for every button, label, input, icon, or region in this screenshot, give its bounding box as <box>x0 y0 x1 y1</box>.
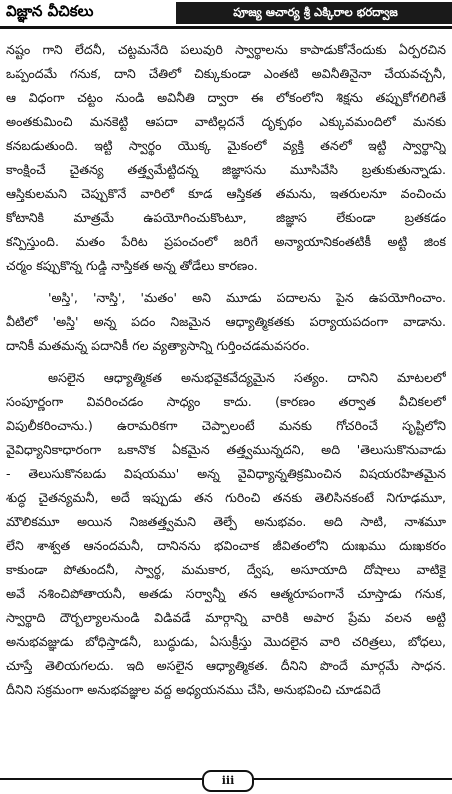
text-line: కోటానికి మాత్రమే ఉపయోగించుకొంటూ, జిజ్ఞాస లేకుండా బ్రతకడం <box>6 210 446 225</box>
text-line: కాకుండా పోతుందనీ, స్వార్థ, మమకార, ద్వేష, అసూయాది దోషాలు వాటికై <box>6 562 446 577</box>
paragraph <box>6 366 446 702</box>
text-line: దీనిని సక్రమంగా అనుభవజ్ఞుల వద్ద అధ్యయనము చేసి, అనుభవించి చూడవిదే <box>6 682 381 697</box>
text-line: ఆ విధంగా చట్టం నుండి అవినీతి ద్వారా ఈ లోకంలోని శిక్షను తప్పుకోగలిగితే <box>6 90 446 105</box>
text-line: విపులీకరించాను.) ఉరామరికగా చెప్పాలంటే మనకు గోచరించే సృష్టిలోని <box>6 418 446 433</box>
text-line: కాంక్షించే చైతన్య తత్త్వమేట్టిదన్న జిజ్ఞాసను మూసివేసి బ్రతుకుతున్నాడు. <box>6 162 446 177</box>
text-line: 'అస్తి', 'నాస్తి', 'మతం' అని మూడు పదాలను పైన ఉపయోగించాం. <box>48 290 446 305</box>
text-line: వీటిలో 'అస్తి' అన్న పదం నిజమైన ఆధ్యాత్మికతకు పర్యాయపదంగా వాడాను. <box>6 314 446 329</box>
text-line: నష్టం గాని లేదనీ, చట్టమనేది పలువురి స్వార్థాలను కాపాడుకోనేందుకు ఏర్పరచిన <box>6 42 446 57</box>
header-rule <box>0 26 452 29</box>
text-line: ఒప్పందమే గనుక, దాని చేతిలో చిక్కుకుండా ఎంతటి అవినీతినైనా చేయవచ్చనీ, <box>6 66 446 81</box>
text-line: లేని శాశ్వత ఆనందమనీ, దానినను భవించాక జీవితంలోని దుఃఖము దుఃఖకరం <box>6 538 446 553</box>
text-line: అసలైన ఆధ్యాత్మికత అనుభవైకవేద్యమైన సత్యం. దానిని మాటలలో <box>48 370 446 385</box>
text-line: - తెలుసుకొనబడు విషయము' అన్న వైవిధ్యాన్నతిక్రమించిన విషయరహితమైన <box>6 466 446 481</box>
page-header <box>0 0 452 26</box>
text-line: స్వార్థాది దౌర్బల్యాలనుండి విడివడే మార్గాన్ని వారికి అపార ప్రేమ వలన అట్టి <box>6 610 446 625</box>
text-line: శుద్ధ చైతన్యమనీ, అదే ఇప్పుడు తన గురించి తనకు తెలిసినకంటే నిగూఢమూ, <box>6 490 446 505</box>
page-number: iii <box>202 770 254 792</box>
text-line: కన్పిస్తుంది. మతం పేరిట ప్రపంచంలో జరిగే అన్యాయానికంతటికీ అట్టి జింక <box>6 234 446 249</box>
paragraph <box>6 286 446 358</box>
text-line: కనబడుతుంది. ఇట్టి స్వార్థం యొక్క మైకంలో వ్యక్తి తనలో ఇట్టి స్వార్థాన్ని <box>6 138 446 153</box>
author-banner: పూజ్య ఆచార్య శ్రీ ఎక్కిరాల భరద్వాజ <box>176 2 452 24</box>
text-line: వైవిధ్యానికాధారంగా ఒకానొక ఏకమైన తత్త్వమున్నదని, అది 'తెలుసుకొనువాడు <box>6 442 446 457</box>
text-line: అనుభవజ్ఞుడు బోధిస్తాడనీ, బుద్ధుడు, ఏసుక్రీస్తు మొదలైన వారి చరిత్రలు, బోధలు, <box>6 634 446 649</box>
text-line: ఆస్తికులమని చెప్పుకొనే వారిలో కూడ ఆస్తికత తమను, ఇతరులనూ వంచించు <box>6 186 446 201</box>
text-line: అవే నశించిపోతాయనీ, అతడు సర్వాన్నీ తన ఆత్మరూపంగానే చూస్తాడు గనుక, <box>6 586 446 601</box>
text-line: మౌలికమూ అయిన నిజతత్త్వమని తెల్పే అనుభవం. అది సాటి, నాశమూ <box>6 514 446 529</box>
book-title: విజ్ఞాన వీచికలు <box>6 2 94 20</box>
text-line: దానికీ మతమన్న పదానికీ గల వ్యత్యాసాన్ని గుర్తించడమవసరం. <box>6 338 310 353</box>
text-line: చర్మం కప్పుకొన్న గుడ్డి నాస్తికత అన్న తోడేలు కారణం. <box>6 258 258 273</box>
text-line: చూస్తే తెలియగలదు. ఇది అసలైన ఆధ్యాత్మికత. దీనిని పొందే మార్గమే సాధన. <box>6 658 446 673</box>
text-line: అంతకుమించి మనకెట్టి ఆపదా వాటిల్లదనే దృక్పథం ఎక్కువమందిలో మనకు <box>6 114 446 129</box>
page-body <box>6 38 446 710</box>
paragraph <box>6 38 446 278</box>
text-line: సంపూర్ణంగా వివరించడం సాధ్యం కాదు. (కారణం తర్వాత వీచికలలో <box>6 394 446 409</box>
